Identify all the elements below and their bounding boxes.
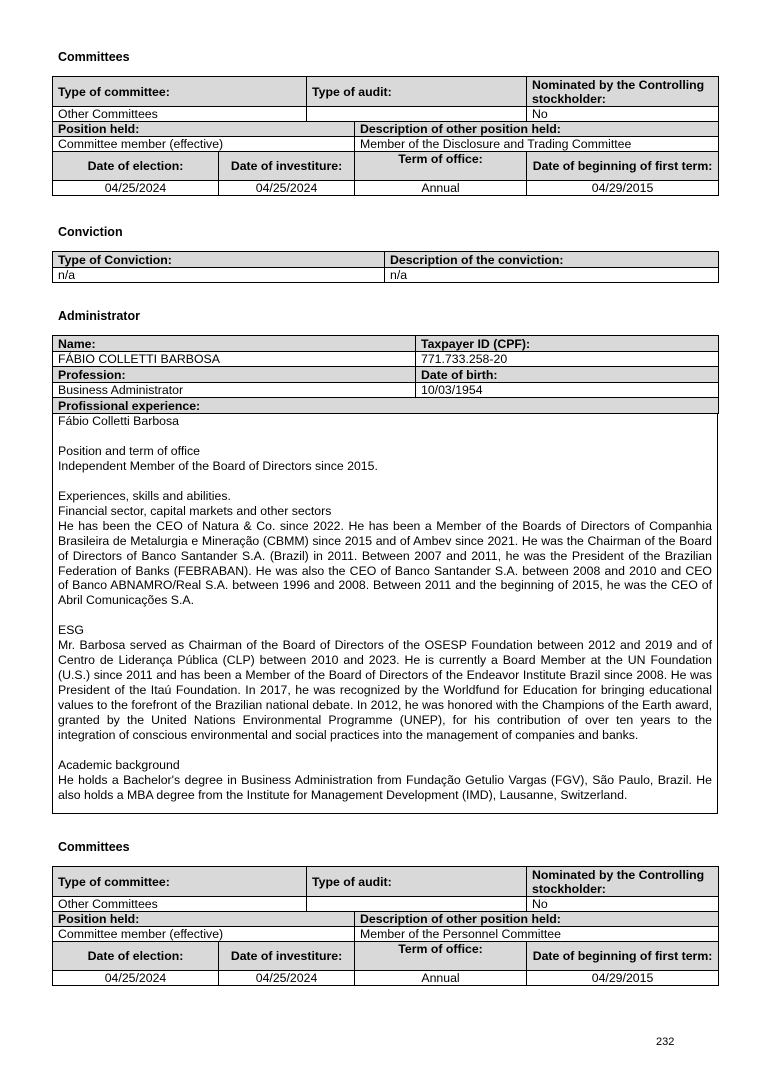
conviction-type-value: n/a (53, 268, 385, 283)
committees-title: Committees (58, 50, 130, 64)
conviction-type-label: Type of Conviction: (53, 252, 385, 268)
taxpayer-label: Taxpayer ID (CPF): (416, 336, 719, 352)
description-label: Description of other position held: (355, 912, 719, 927)
conviction-title: Conviction (58, 225, 123, 239)
skills-heading: Experiences, skills and abilities. (58, 488, 231, 503)
committees-table (52, 866, 719, 986)
description-value: Member of the Personnel Committee (355, 927, 719, 942)
date-beginning-value: 04/29/2015 (527, 971, 719, 986)
date-beginning-label: Date of beginning of first term: (527, 942, 719, 971)
nominated-value: No (527, 107, 719, 122)
term-value: Annual (355, 971, 527, 986)
type-of-committee-value: Other Committees (53, 897, 307, 912)
conviction-table (52, 251, 719, 283)
experience-label: Profissional experience: (53, 398, 719, 414)
profession-value: Business Administrator (53, 383, 416, 398)
birth-value: 10/03/1954 (416, 383, 719, 398)
academic-heading: Academic background (58, 757, 180, 772)
description-value: Member of the Disclosure and Trading Committee (355, 137, 719, 152)
name-value: FÁBIO COLLETTI BARBOSA (53, 352, 416, 367)
birth-label: Date of birth: (416, 367, 719, 383)
esg-text: Mr. Barbosa served as Chairman of the Board of Directors of the OSESP Foundation between 2012 and 2019 and of Centro de Liderança Pública (CLP) between 2010 and 2023. He is currently a Board Member at the UN Foundation (U.S.) since 2011 and has been a Member of the Board of Directors of the Endeavor Institute Brazil since 2008. He was President of the Itaú Foundation. In 2017, he was recognized by the Worldfund for Education for bringing educational values to the forefront of the Brazilian national debate. In 2012, he was honored with the Champions of the Earth award, granted by the United Nations Environmental Programme (UNEP), for his contribution of over ten years to the integration of conscious environmental and social practices into the management of companies and banks. (58, 638, 712, 742)
nominated-value: No (527, 897, 719, 912)
name-label: Name: (53, 336, 416, 352)
position-heading: Position and term of office (58, 443, 200, 458)
committees-title: Committees (58, 840, 130, 854)
term-label: Term of office: (355, 942, 527, 971)
position-held-label: Position held: (53, 122, 355, 137)
date-investiture-value: 04/25/2024 (219, 181, 355, 196)
position-text: Independent Member of the Board of Directors since 2015. (58, 458, 378, 473)
type-of-audit-value (307, 107, 527, 122)
term-value: Annual (355, 181, 527, 196)
type-of-audit-label: Type of audit: (307, 77, 527, 107)
esg-heading: ESG (58, 623, 84, 638)
position-held-value: Committee member (effective) (53, 137, 355, 152)
conviction-description-label: Description of the conviction: (385, 252, 719, 268)
date-election-label: Date of election: (53, 942, 219, 971)
date-investiture-value: 04/25/2024 (219, 971, 355, 986)
profession-label: Profession: (53, 367, 416, 383)
academic-text: He holds a Bachelor's degree in Business Administration from Fundação Getulio Vargas (FGV), São Paulo, Brazil. He also holds a MBA degree from the Institute for Management Development (IMD), Lausanne, Switzerland. (58, 772, 712, 802)
date-investiture-label: Date of investiture: (219, 942, 355, 971)
description-label: Description of other position held: (355, 122, 719, 137)
committees-table (52, 76, 719, 196)
date-beginning-value: 04/29/2015 (527, 181, 719, 196)
date-beginning-label: Date of beginning of first term: (527, 152, 719, 181)
type-of-committee-label: Type of committee: (53, 77, 307, 107)
type-of-audit-value (307, 897, 527, 912)
term-label: Term of office: (355, 152, 527, 181)
date-investiture-label: Date of investiture: (219, 152, 355, 181)
taxpayer-value: 771.733.258-20 (416, 352, 719, 367)
experience-name: Fábio Colletti Barbosa (58, 414, 179, 428)
nominated-label: Nominated by the Controlling stockholder: (527, 77, 719, 107)
date-election-value: 04/25/2024 (53, 181, 219, 196)
administrator-title: Administrator (58, 309, 140, 323)
type-of-audit-label: Type of audit: (307, 867, 527, 897)
skills-text: He has been the CEO of Natura & Co. since 2022. He has been a Member of the Boards of Directors of Companhia Brasileira de Metalurgia e Mineração (CBMM) since 2015 and of Ambev since 2021. He was the Chairman of the Board of Directors of Banco Santander S.A. (Brazil) in 2011. Between 2007 and 2011, he was the President of the Brazilian Federation of Banks (FEBRABAN). He was also the CEO of Banco Santander S.A. between 2008 and 2010 and CEO of Banco ABNAMRO/Real S.A. between 1996 and 2008. Between 2011 and the beginning of 2015, he was the CEO of Abril Comunicações S.A. (58, 518, 712, 608)
administrator-table (52, 335, 719, 414)
date-election-label: Date of election: (53, 152, 219, 181)
position-held-label: Position held: (53, 912, 355, 927)
position-held-value: Committee member (effective) (53, 927, 355, 942)
nominated-label: Nominated by the Controlling stockholder: (527, 867, 719, 897)
experience-box (52, 413, 718, 814)
page-number: 232 (656, 1036, 675, 1048)
date-election-value: 04/25/2024 (53, 971, 219, 986)
conviction-description-value: n/a (385, 268, 719, 283)
type-of-committee-label: Type of committee: (53, 867, 307, 897)
skills-sectors: Financial sector, capital markets and other sectors (58, 503, 332, 518)
type-of-committee-value: Other Committees (53, 107, 307, 122)
